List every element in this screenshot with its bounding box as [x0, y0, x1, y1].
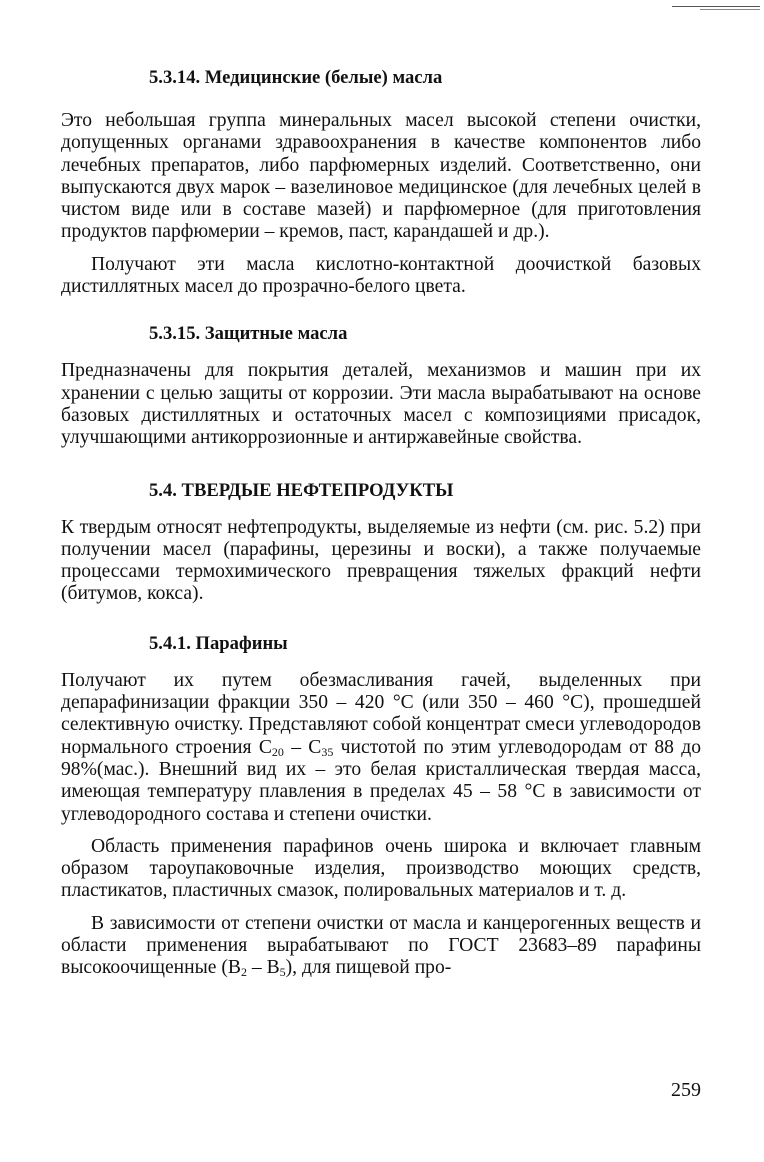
- subscript: 35: [321, 744, 334, 759]
- paragraph: Область применения парафинов очень широка и включает главным образом тароупаковочные изделия, производство моющих средств, пластикатов, пластичных смазок, полировальных материалов и т. д.: [61, 835, 701, 902]
- section-heading-5-4: 5.4. ТВЕРДЫЕ НЕФТЕПРОДУКТЫ: [149, 479, 454, 501]
- paragraph: [61, 670, 701, 826]
- scan-edge-line: [672, 6, 760, 7]
- section-heading-5-3-14: 5.3.14. Медицинские (белые) масла: [149, 67, 443, 88]
- paragraph: Это небольшая группа минеральных масел высокой степени очистки, допущенных органами здравоохранения в качестве компонентов либо лечебных препаратов, либо парфюмерных изделий. Соответственно, они выпускаются двух марок – вазелиновое медицинское (для лечебных целей в чистом виде или в составе мазей) и парфюмерное (для приготовления продуктов парфюмерии – кремов, паст, карандашей и др.).: [61, 110, 701, 243]
- paragraph: Получают эти масла кислотно-контактной доочисткой базовых дистиллятных масел до прозрачно-белого цвета.: [61, 253, 701, 298]
- section-heading-5-4-1: 5.4.1. Парафины: [149, 632, 288, 654]
- subscript: 20: [271, 744, 284, 759]
- paragraph: [61, 913, 701, 980]
- subscript: 5: [279, 965, 286, 980]
- paragraph: Предназначены для покрытия деталей, механизмов и машин при их хранении с целью защиты от коррозии. Эти масла вырабатывают на основе базовых дистиллятных и остаточных масел с композициями присадок, улучшающими антикоррозионные и антиржавейные свойства.: [61, 360, 701, 449]
- text-run: В зависимости от степени очистки от масла и канцерогенных веществ и области применения вырабатывают по ГОСТ 23683–89 парафины высокоочищенные (В: [61, 912, 701, 979]
- text-run: – В: [246, 957, 280, 979]
- text-run: ), для пищевой про-: [285, 957, 452, 979]
- page-body: [61, 66, 701, 980]
- text-run: Получают их путем обезмасливания гачей, выделенных при депарафинизации фракции 350 – 420 °С (или 350 – 460 °С), прошедшей селективную очистку. Представляют собой концентрат смеси углеводородов нормального строения С: [61, 669, 701, 758]
- subscript: 2: [240, 965, 247, 980]
- scan-edge-line: [700, 9, 760, 10]
- page-number: 259: [671, 1079, 701, 1101]
- section-heading-5-3-15: 5.3.15. Защитные масла: [149, 323, 348, 345]
- paragraph: К твердым относят нефтепродукты, выделяемые из нефти (см. рис. 5.2) при получении масел (парафины, церезины и воски), а также получаемые процессами термохимического превращения тяжелых фракций нефти (битумов, кокса).: [61, 516, 701, 605]
- text-run: чистотой по этим углеводородам от 88 до 98%(мас.). Внешний вид их – это белая кристаллическая твердая масса, имеющая температуру плавления в пределах 45 – 58 °С в зависимости от углеводородного состава и степени очистки.: [61, 736, 701, 825]
- text-run: – С: [283, 736, 322, 758]
